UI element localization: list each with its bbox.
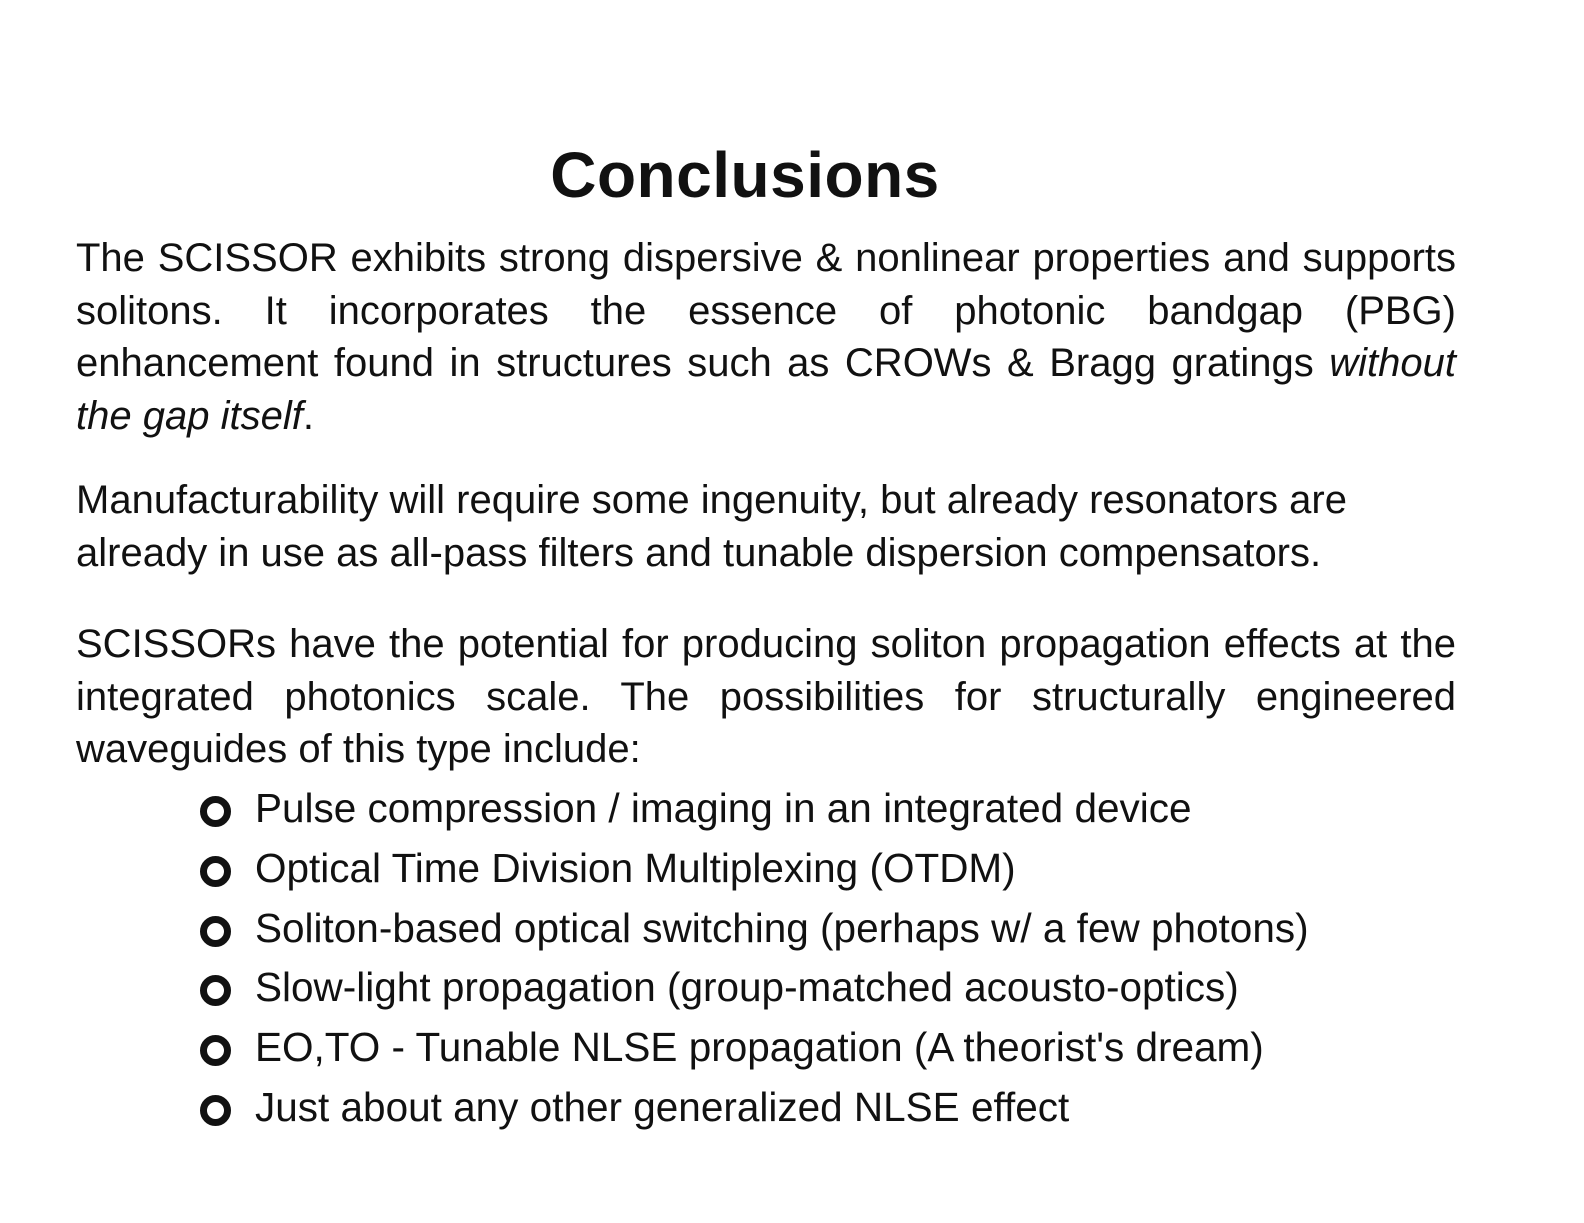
hollow-circle-icon	[200, 1095, 231, 1126]
list-item-label: Slow-light propagation (group-matched acousto-optics)	[255, 964, 1239, 1011]
hollow-circle-icon	[200, 975, 231, 1006]
paragraph-scissor-properties-text: The SCISSOR exhibits strong dispersive & nonlinear properties and supports solitons. It incorporates the essence of photonic bandgap (PBG) enhancement found in structures such as CROWs & Bragg gratings	[76, 236, 1456, 385]
hollow-circle-icon	[200, 796, 231, 827]
list-item	[198, 840, 1498, 900]
list-item	[198, 780, 1498, 840]
paragraph-scissor-properties	[76, 232, 1456, 442]
list-item	[198, 1079, 1498, 1139]
paragraph-scissor-properties-tail: .	[302, 393, 314, 438]
possibilities-list	[198, 780, 1498, 1139]
list-item	[198, 959, 1498, 1019]
slide-title: Conclusions	[550, 138, 940, 211]
hollow-circle-icon	[200, 856, 231, 887]
hollow-circle-icon	[200, 1035, 231, 1066]
list-item	[198, 1019, 1498, 1079]
list-item-label: Pulse compression / imaging in an integrated device	[255, 785, 1192, 831]
list-item	[198, 900, 1498, 960]
paragraph-soliton-potential: SCISSORs have the potential for producing soliton propagation effects at the integrated photonics scale. The possibilities for structurally engineered waveguides of this type include:	[76, 622, 1456, 771]
paragraph-emphasis: without the gap itself	[76, 341, 1456, 438]
hollow-circle-icon	[200, 916, 231, 947]
list-item-label: EO,TO - Tunable NLSE propagation (A theorist's dream)	[255, 1024, 1264, 1071]
list-item-label: Just about any other generalized NLSE effect	[255, 1083, 1070, 1130]
list-item-label: Optical Time Division Multiplexing (OTDM)	[255, 844, 1016, 891]
list-item-label: Soliton-based optical switching (perhaps w/ a few photons)	[255, 904, 1309, 951]
paragraph-manufacturability: Manufacturability will require some ingenuity, but already resonators are already in use as all-pass filters and tunable dispersion compensators.	[76, 478, 1347, 575]
